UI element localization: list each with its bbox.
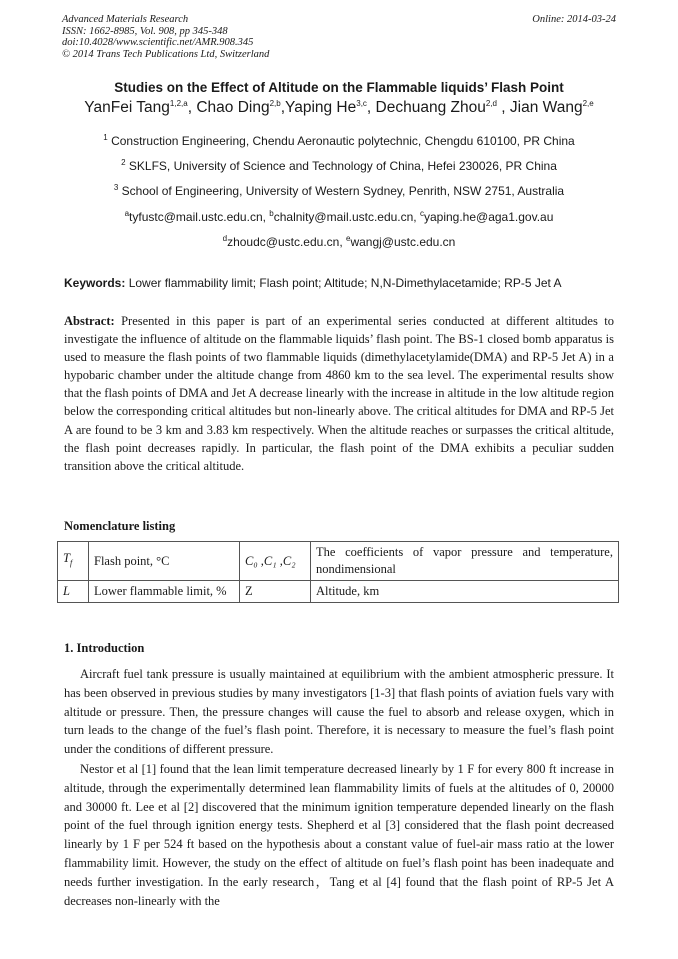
author-name: YanFei Tang — [84, 99, 170, 116]
email-address[interactable]: chalnity@mail.ustc.edu.cn, — [273, 210, 420, 224]
affiliation-3 — [0, 184, 678, 198]
definition-cell: Altitude, km — [311, 581, 619, 603]
affiliation-2 — [0, 159, 678, 173]
author-separator: , — [280, 99, 286, 116]
abstract-text: Presented in this paper is part of an experimental series conducted at different altitudes to investigate the influence of altitude on the flammable liquids’ flash point. The BS-1 closed bomb apparatus is used to measure the flash points of two flammable liquids (dimethylacetylamide(DMA) and RP-5 Jet A) in a hypobaric chamber under the altitude change from 4860 km to the sea level. The experimental results show that the flash points of DMA and Jet A decrease linearly with the increase in altitude in the low altitude region below the corresponding critical altitudes but non-linearly above. The critical altitudes for DMA and RP-5 Jet A are found to be 3 km and 3.83 km respectively. When the altitude reaches or surpasses the critical altitude, the flash point decreases rapidly. In particular, the flash point of the DMA exhibits a peculiar sudden transition above the critical altitude. — [64, 314, 614, 473]
nomenclature-heading: Nomenclature listing — [64, 519, 176, 533]
introduction-paragraph-1: Aircraft fuel tank pressure is usually maintained at equilibrium with the ambient atmospheric pressure. It has been observed in previous studies by many investigators [1-3] that flash points of aviation fuels vary with altitude or pressure. Then, the pressure changes will cause the fuel to absorb and release oxygen, which in turn leads to the change of the fuel’s flash point. Therefore, it is necessary to measure the fuel’s flash point under the conditions of different pressure. — [64, 667, 614, 757]
email-address[interactable]: yaping.he@aga1.gov.au — [423, 210, 554, 224]
affiliation-superscript: 3 — [113, 183, 119, 192]
affiliation-1 — [0, 134, 678, 148]
email-superscript: e — [346, 234, 351, 243]
symbol-cell: L — [58, 581, 89, 603]
author-name: Jian Wang — [509, 99, 583, 116]
author-separator: , — [496, 99, 510, 116]
symbol: T — [63, 551, 70, 566]
author-superscript: 2,b — [269, 98, 281, 108]
paper-title: Studies on the Effect of Altitude on the Flammable liquids’ Flash Point — [114, 80, 564, 95]
journal-name: Advanced Materials Research — [62, 14, 189, 25]
symbol-cell: C₀ ,C₁ ,C₂ — [240, 542, 311, 581]
email-superscript: b — [269, 209, 274, 218]
email-line-1 — [0, 210, 678, 224]
email-address[interactable]: zhoudc@ustc.edu.cn, — [227, 235, 346, 249]
author-superscript: 1,2,a — [169, 98, 188, 108]
affiliation-superscript: 1 — [103, 133, 108, 142]
keywords-label: Keywords: — [64, 276, 126, 290]
symbol-cell — [58, 542, 89, 581]
abstract — [64, 312, 614, 475]
online-date: Online: 2014-03-24 — [532, 14, 616, 25]
keywords-text: Lower flammability limit; Flash point; Altitude; N,N-Dimethylacetamide; RP-5 Jet A — [125, 276, 562, 290]
author-superscript: 3,c — [356, 98, 367, 108]
author-superscript: 2,d — [485, 98, 497, 108]
affiliation-text: SKLFS, University of Science and Technology of China, Hefei 230026, PR China — [125, 159, 557, 173]
author-separator: , — [187, 99, 197, 116]
symbol-subscript: f — [69, 558, 73, 568]
email-superscript: c — [419, 209, 424, 218]
keywords-line — [64, 276, 562, 290]
author-name: Yaping He — [285, 99, 357, 116]
author-separator: , — [366, 99, 376, 116]
table-row — [58, 542, 619, 581]
author-superscript: 2,e — [582, 98, 594, 108]
issn-line: ISSN: 1662-8985, Vol. 908, pp 345-348 — [62, 25, 228, 37]
affiliation-text: Construction Engineering, Chendu Aeronautic polytechnic, Chengdu 610100, PR China — [107, 134, 575, 148]
introduction-paragraph-2: Nestor et al [1] found that the lean limit temperature decreased linearly by 1 F for every 800 ft increase in altitude, through the experimentally determined lean flammability limits of fuels at the altitudes of 0, 20000 and 30000 ft. Lee et al [2] discovered that the minimum ignition temperature depended linearly on the flash point of the fuel through ignition energy tests. Shepherd et al [3] considered that the flash point decreased linearly by 1 F per 524 ft based on the hypothesis about a constant value of fuel-air mass ratio at the lower flammability limit. However, the study on the effect of altitude on fuel’s flash point has been inadequate and needs further investigation. In the early research，Tang et al [4] found that the flash point of RP-5 Jet A decreases non-linearly with the — [64, 762, 614, 908]
email-address[interactable]: wangj@ustc.edu.cn — [350, 235, 456, 249]
table-row — [58, 581, 619, 603]
affiliation-superscript: 2 — [121, 158, 126, 167]
introduction-heading: 1. Introduction — [64, 641, 145, 655]
email-address[interactable]: tyfustc@mail.ustc.edu.cn, — [129, 210, 270, 224]
abstract-label: Abstract: — [64, 314, 115, 328]
email-superscript: d — [222, 234, 228, 243]
definition-cell: Lower flammable limit, % — [89, 581, 240, 603]
email-line-2 — [0, 235, 678, 249]
copyright-line: © 2014 Trans Tech Publications Ltd, Switzerland — [62, 48, 270, 60]
symbol-cell: Z — [240, 581, 311, 603]
nomenclature-table — [57, 541, 619, 603]
definition-cell: The coefficients of vapor pressure and temperature, nondimensional — [311, 542, 619, 581]
author-list — [0, 99, 678, 117]
definition-cell: Flash point, °C — [89, 542, 240, 581]
author-name: Chao Ding — [196, 99, 270, 116]
affiliation-text: School of Engineering, University of Western Sydney, Penrith, NSW 2751, Australia — [118, 184, 565, 198]
journal-header — [62, 14, 616, 60]
doi-line: doi:10.4028/www.scientific.net/AMR.908.345 — [62, 37, 254, 48]
email-superscript: a — [124, 209, 130, 218]
author-name: Dechuang Zhou — [375, 99, 486, 116]
